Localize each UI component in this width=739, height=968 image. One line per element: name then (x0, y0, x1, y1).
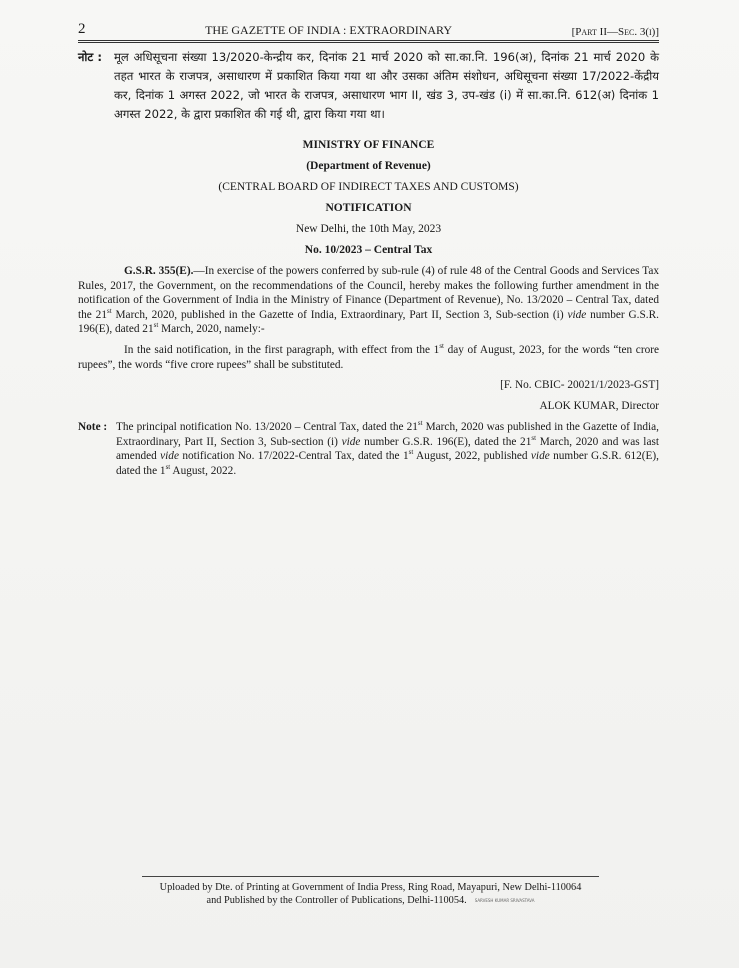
header-rule-2 (78, 42, 659, 43)
hindi-note (78, 48, 659, 124)
hindi-note-label: नोट : (78, 50, 102, 64)
text-segment: In the said notification, in the first paragraph, with effect from the 1 (124, 343, 440, 356)
page-number: 2 (78, 21, 86, 37)
amendment-paragraph (78, 343, 659, 372)
bold-text: G.S.R. 355(E). (124, 265, 194, 277)
notification-number: No. 10/2023 – Central Tax (304, 244, 433, 256)
header-rule (78, 40, 659, 41)
text-segment: August, 2022. (170, 464, 237, 477)
text-segment: August, 2022, published (413, 450, 531, 463)
ordinal-suffix: st (153, 321, 159, 330)
ordinal-suffix: st (439, 342, 444, 351)
english-note (78, 420, 659, 478)
ordinal-suffix: st (408, 448, 414, 457)
italic-text: vide (567, 308, 587, 321)
footer (142, 876, 599, 907)
note-text (116, 420, 659, 478)
footer-line-1: Uploaded by Dte. of Printing at Government of India Press, Ring Road, Mayapuri, New Delhi-110064 (159, 882, 582, 893)
main-paragraph (78, 264, 659, 337)
ordinal-suffix: st (165, 463, 171, 472)
text-segment: notification No. 17/2022-Central Tax, dated the 1 (178, 450, 409, 463)
ministry-heading: MINISTRY OF FINANCE (302, 139, 435, 151)
signatory: ALOK KUMAR, Director (539, 400, 659, 413)
text-segment: —In exercise of the powers conferred by sub-rule (4) of rule 48 of the Central Goods and Services Tax Rules, 2017, the Government, on the recommendations of the Council, hereby makes the following further amendment in the notification of the Government of India in the Ministry of Finance (Department of Revenue), No. 13/2020 – Central Tax, dated the 21 (78, 265, 660, 321)
text-segment: The principal notification No. 13/2020 – Central Tax, dated the 21 (116, 421, 418, 434)
text-segment: March, 2020, namely:- (158, 323, 265, 336)
digital-signature-stamp: SARVESH KUMAR SRIVASTAVA (474, 898, 535, 904)
board-heading: (CENTRAL BOARD OF INDIRECT TAXES AND CUSTOMS) (218, 181, 519, 193)
page-content (78, 22, 659, 479)
hindi-note-text: मूल अधिसूचना संख्या 13/2020-केन्द्रीय कर, दिनांक 21 मार्च 2020 को सा.का.नि. 196(अ), दिनांक 21 मार्च 2020 के तहत भारत के राजपत्र, असाधारण में प्रकाशित किया गया था और उसका अंतिम संशोधन, अधिसूचना संख्या 17/2022-केंद्रीय कर, दिनांक 1 अगस्त 2022, जो भारत के राजपत्र, असाधारण भाग II, खंड 3, उप-खंड (i) में सा.का.नि. 612(अ) दिनांक 1 अगस्त 2022, के द्वारा प्रकाशित की गई थी, द्वारा किया गया था। (114, 50, 659, 121)
text-segment: March, 2020 and was last amended (116, 435, 659, 463)
place-date: New Delhi, the 10th May, 2023 (295, 223, 442, 235)
section-label: [Part II—Sec. 3(i)] (571, 26, 659, 38)
text-segment: March, 2020 was published in the Gazette of India, Extraordinary, Part II, Section 3, Sub-section (i) (116, 421, 659, 448)
italic-text: vide (341, 435, 361, 448)
italic-text: vide (160, 450, 179, 463)
department-heading: (Department of Revenue) (306, 160, 431, 172)
footer-line-2: and Published by the Controller of Publications, Delhi-110054. (206, 895, 467, 906)
ordinal-suffix: st (531, 433, 537, 442)
ordinal-suffix: st (417, 419, 423, 428)
text-segment: number G.S.R. 612(E), dated the 1 (116, 450, 659, 477)
footer-line-2-wrap (142, 894, 599, 907)
italic-text: vide (530, 450, 550, 463)
text-segment: day of August, 2023, for the words “ten crore rupees”, the words “five crore rupees” shall be substituted. (78, 343, 660, 371)
text-segment: number G.S.R. 196(E), dated 21 (78, 308, 659, 336)
note-label: Note : (78, 421, 108, 434)
ordinal-suffix: st (106, 307, 112, 316)
notification-heading: NOTIFICATION (325, 202, 412, 214)
text-segment: March, 2020, published in the Gazette of India, Extraordinary, Part II, Section 3, Sub-section (i) (111, 308, 568, 321)
file-number: [F. No. CBIC- 20021/1/2023-GST] (500, 379, 659, 392)
text-segment: number G.S.R. 196(E), dated the 21 (360, 435, 532, 448)
gazette-title: THE GAZETTE OF INDIA : EXTRAORDINARY (205, 23, 453, 37)
page-header (78, 22, 659, 38)
